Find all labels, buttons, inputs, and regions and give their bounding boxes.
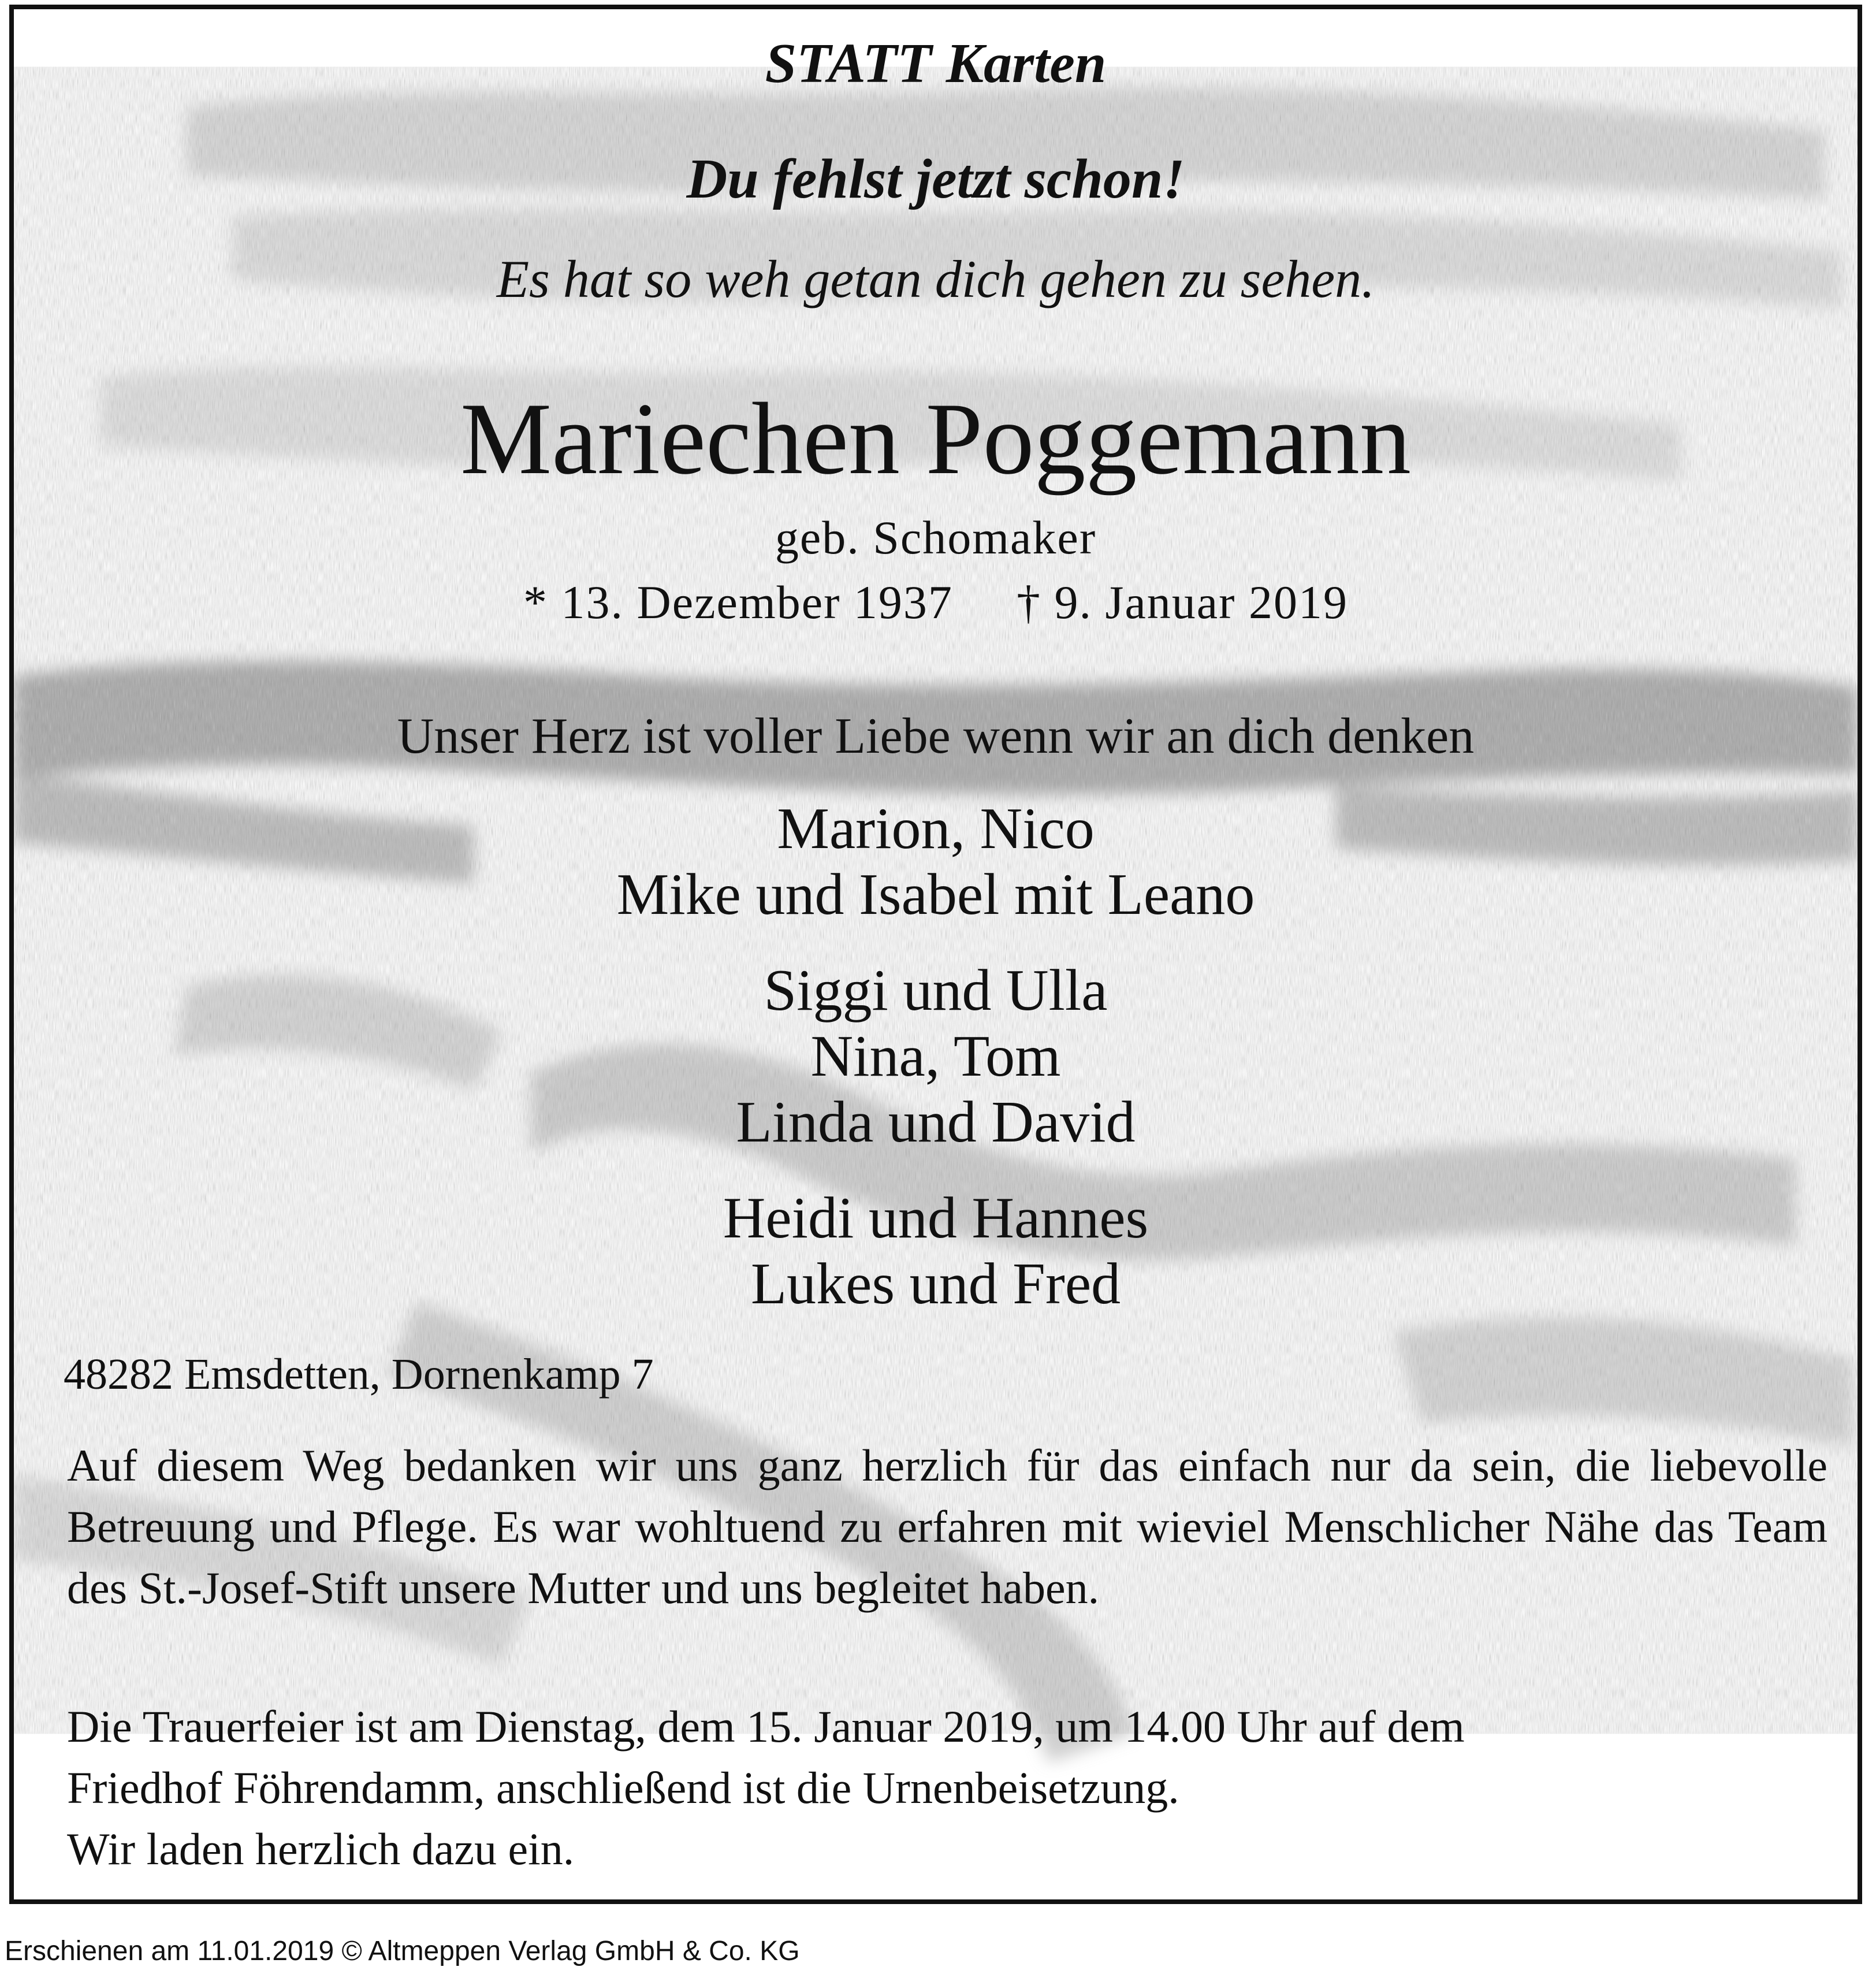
- publication-footer: Erschienen am 11.01.2019 © Altmeppen Verlag GmbH & Co. KG: [5, 1936, 800, 1966]
- death-date: † 9. Januar 2019: [1016, 576, 1348, 629]
- family-line: Lukes und Fred: [750, 1251, 1121, 1317]
- maiden-name: geb. Schomaker: [775, 511, 1097, 564]
- thanks-paragraph: Auf diesem Weg bedanken wir uns ganz herzlich für das einfach nur da sein, die liebevolle Betreuung und Pflege. Es war wohltuend zu erfahren mit wieviel Menschlicher Nähe das Team des St.-Josef-Stift unsere Mutter und uns begleitet haben.: [67, 1440, 1827, 1613]
- family-line: Siggi und Ulla: [764, 958, 1108, 1023]
- heart-line: Unser Herz ist voller Liebe wenn wir an dich denken: [397, 708, 1475, 764]
- deceased-name: Mariechen Poggemann: [460, 381, 1411, 496]
- life-dates: [14, 575, 1858, 630]
- family-line: Heidi und Hannes: [723, 1185, 1149, 1251]
- family-line: Linda und David: [736, 1090, 1136, 1155]
- family-line: Nina, Tom: [810, 1024, 1061, 1089]
- header-statt-karten: STATT Karten: [765, 32, 1107, 95]
- motto-line-1: Du fehlst jetzt schon!: [686, 148, 1185, 210]
- funeral-line-1: Die Trauerfeier ist am Dienstag, dem 15. Januar 2019, um 14.00 Uhr auf dem: [67, 1701, 1465, 1752]
- notice-frame: [9, 5, 1862, 1904]
- family-line: Mike und Isabel mit Leano: [616, 862, 1255, 927]
- invitation-line: Wir laden herzlich dazu ein.: [67, 1824, 575, 1874]
- funeral-paragraph: [67, 1696, 1827, 1880]
- funeral-line-2: Friedhof Föhrendamm, anschließend ist die Urnenbeisetzung.: [67, 1763, 1179, 1813]
- address: 48282 Emsdetten, Dornenkamp 7: [64, 1350, 654, 1399]
- birth-date: * 13. Dezember 1937: [523, 576, 953, 629]
- motto-line-2: Es hat so weh getan dich gehen zu sehen.: [496, 250, 1375, 308]
- family-line: Marion, Nico: [777, 796, 1095, 861]
